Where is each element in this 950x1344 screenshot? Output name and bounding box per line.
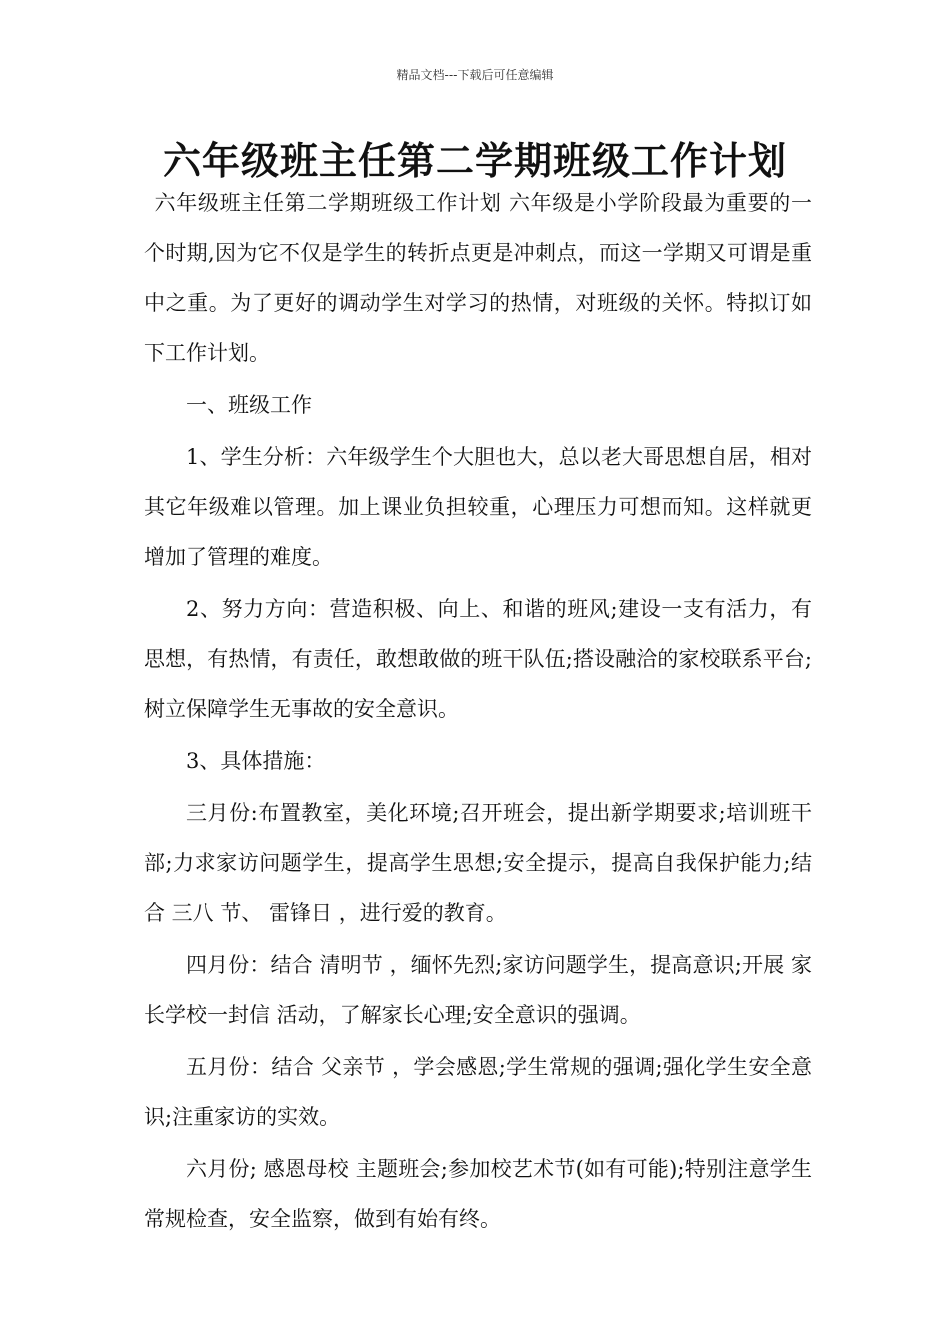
paragraph-measures-heading: 3、具体措施： (186, 749, 326, 773)
paragraph-april: 四月份：结合 清明节 ，缅怀先烈;家访问题学生，提高意识;开展 家长学校一封信 活动，了解家长心理;安全意识的强调。 (144, 953, 812, 1027)
paragraph-goals: 2、努力方向：营造积极、向上、和谐的班风;建设一支有活力，有思想，有热情，有责任，敢想敢做的班干队伍;搭设融洽的家校联系平台;树立保障学生无事故的安全意识。 (144, 597, 812, 721)
paragraph-march: 三月份:布置教室，美化环境;召开班会，提出新学期要求;培训班干部;力求家访问题学生，提高学生思想;安全提示，提高自我保护能力;结合 三八 节、 雷锋日 ，进行爱的教育。 (144, 801, 812, 925)
header-note: 精品文档---下载后可任意编辑 (396, 68, 554, 82)
paragraph-may: 五月份：结合 父亲节 ，学会感恩;学生常规的强调;强化学生安全意识;注重家访的实效。 (144, 1055, 812, 1129)
section-heading-class-work: 一、班级工作 (186, 393, 312, 417)
intro-paragraph: 六年级班主任第二学期班级工作计划 六年级是小学阶段最为重要的一个时期,因为它不仅是学生的转折点更是冲刺点，而这一学期又可谓是重中之重。为了更好的调动学生对学习的热情，对班级的关怀。特拟订如下工作计划。 (144, 191, 812, 365)
document-body (144, 178, 812, 1246)
document-title: 六年级班主任第二学期班级工作计划 (162, 139, 787, 183)
paragraph-student-analysis: 1、学生分析：六年级学生个大胆也大，总以老大哥思想自居，相对其它年级难以管理。加上课业负担较重，心理压力可想而知。这样就更增加了管理的难度。 (144, 445, 812, 569)
paragraph-june: 六月份; 感恩母校 主题班会;参加校艺术节(如有可能);特别注意学生常规检查，安全监察，做到有始有终。 (144, 1157, 812, 1231)
